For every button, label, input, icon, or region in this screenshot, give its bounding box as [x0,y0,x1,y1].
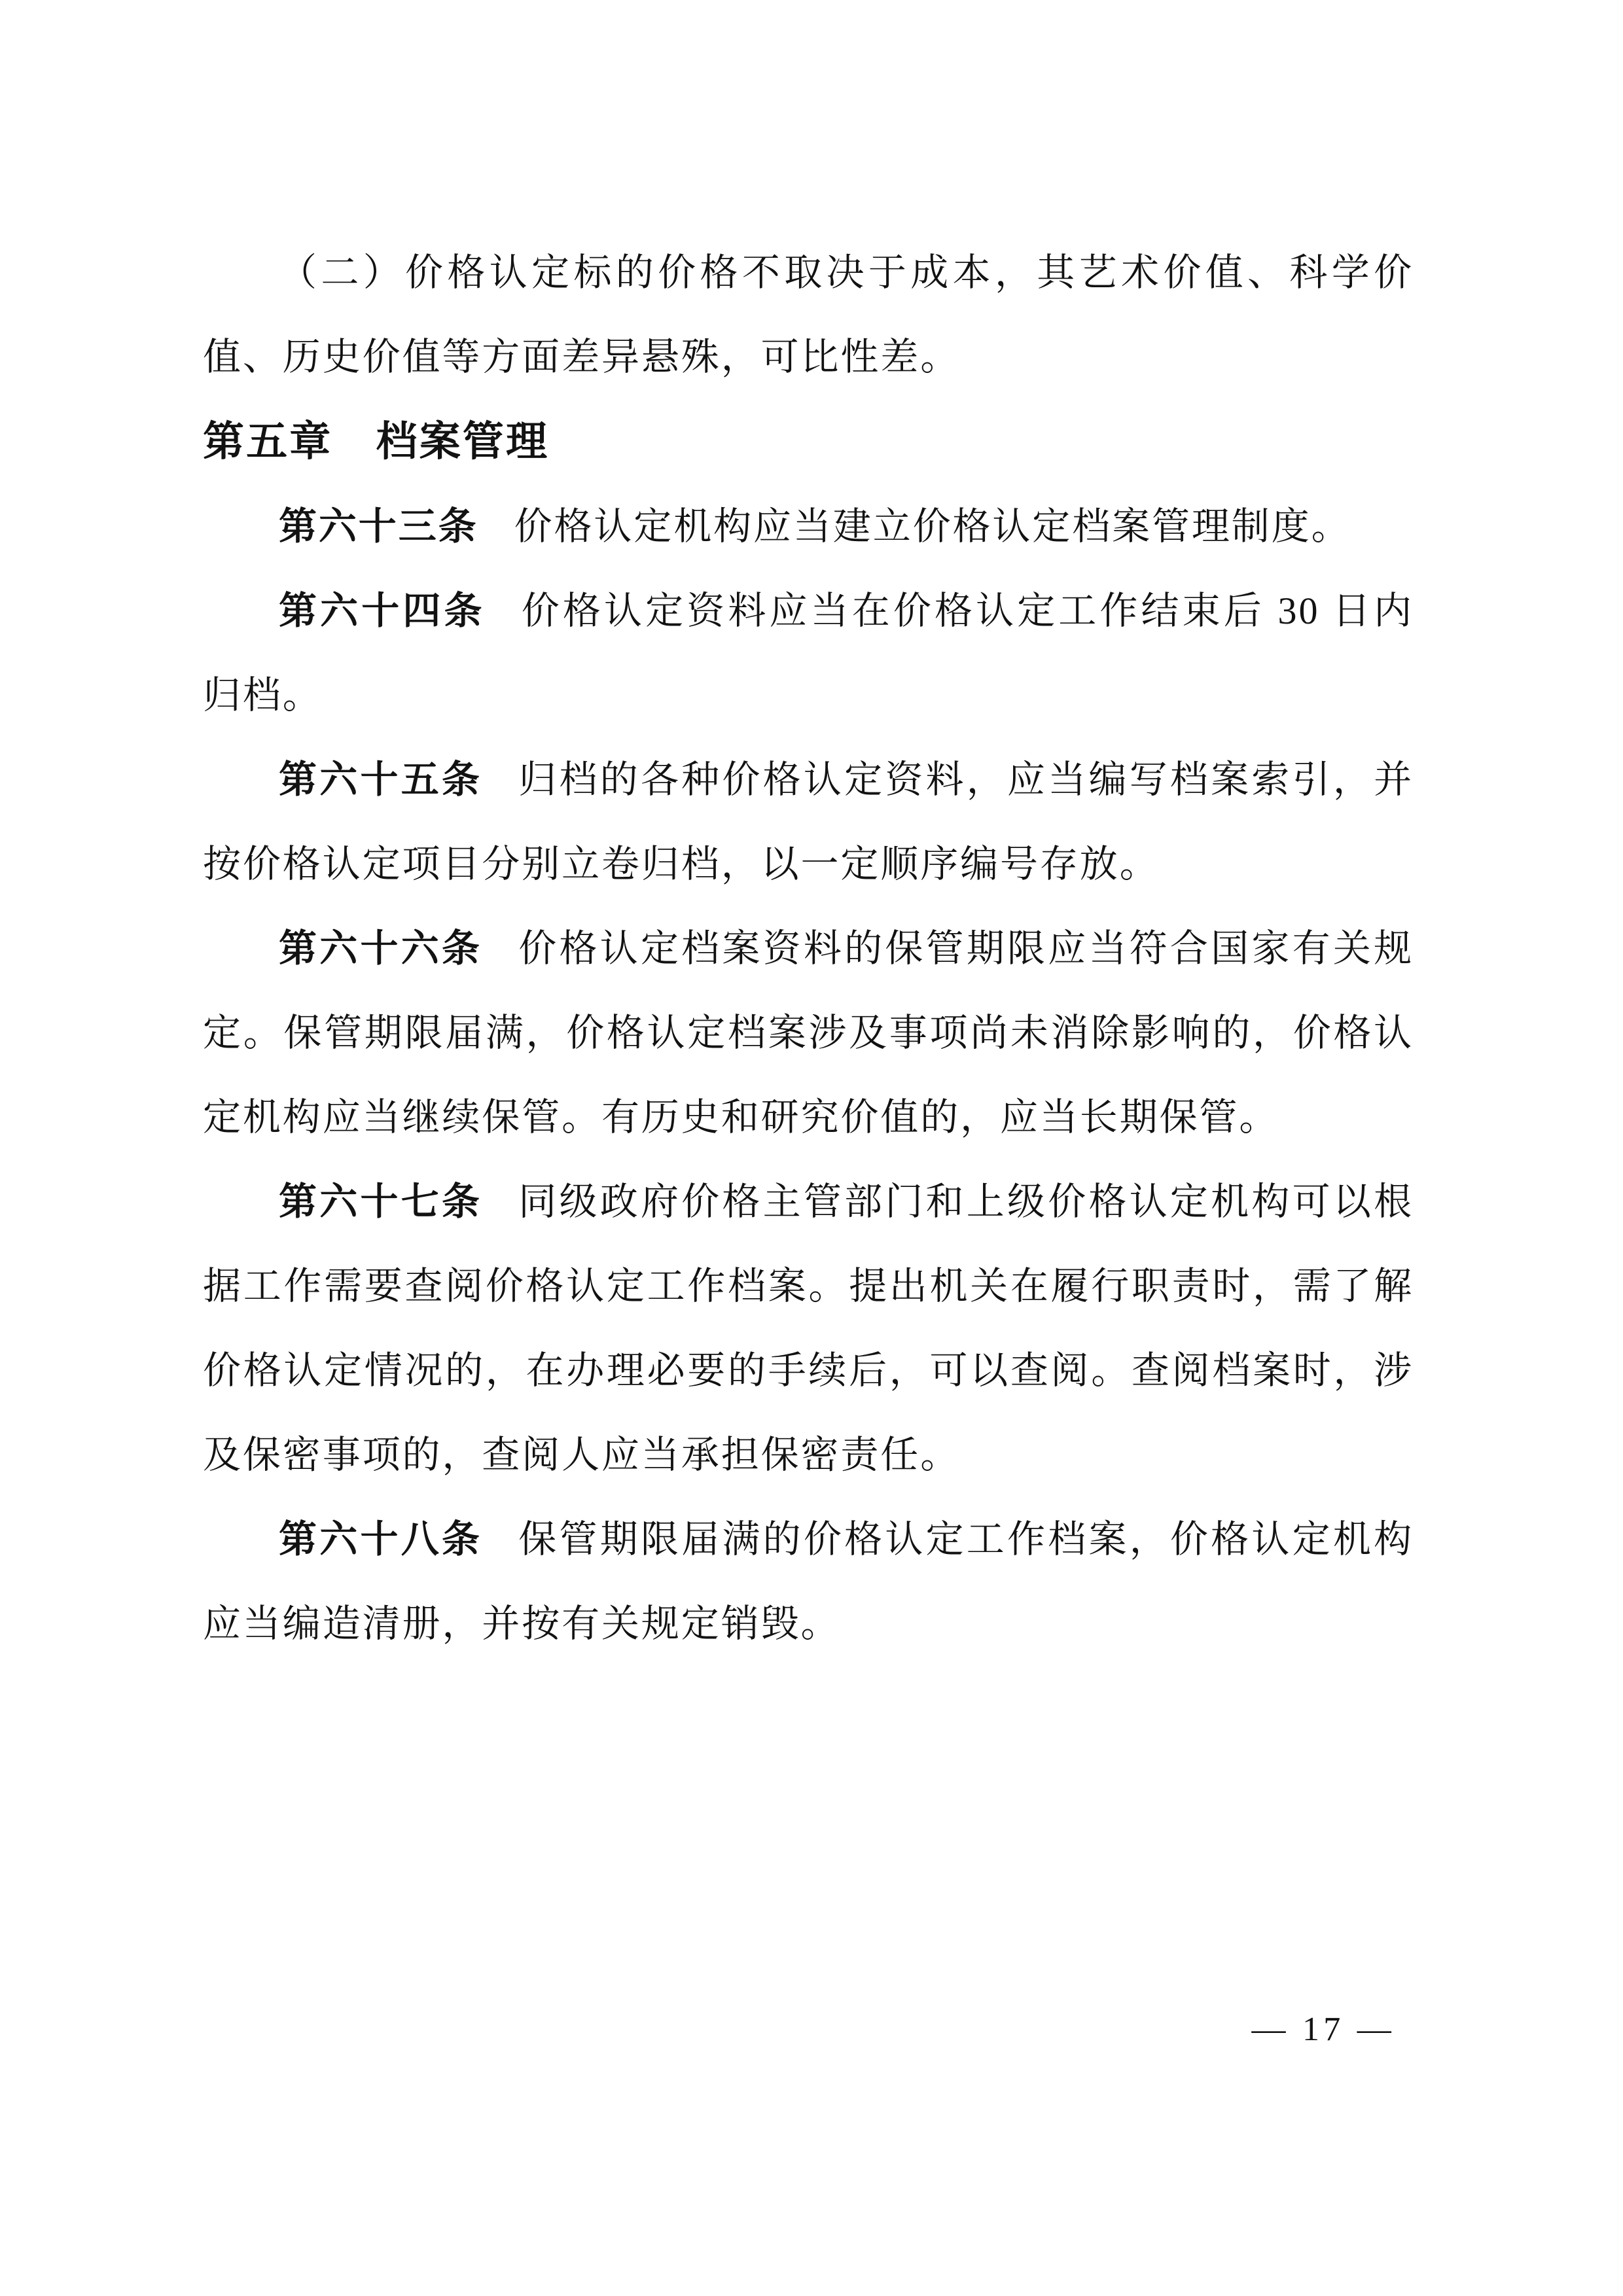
article-67-label: 第六十七条 [279,1180,483,1223]
article-64-text: 价格认定资料应当在价格认定工作结束后 30 日内归档。 [203,590,1414,716]
article-67 [203,1159,1414,1497]
article-68 [203,1497,1414,1666]
article-67-text: 同级政府价格主管部门和上级价格认定机构可以根据工作需要查阅价格认定工作档案。提出机关在履行职责时，需了解价格认定情况的，在办理必要的手续后，可以查阅。查阅档案时，涉及保密事项的，查阅人应当承担保密责任。 [203,1180,1414,1476]
page-number: — 17 — [1251,2011,1395,2048]
article-64-label: 第六十四条 [279,590,486,632]
article-68-text: 保管期限届满的价格认定工作档案，价格认定机构应当编造清册，并按有关规定销毁。 [203,1518,1414,1645]
article-63 [203,484,1414,569]
article-65 [203,737,1414,906]
article-63-label: 第六十三条 [279,505,478,548]
chapter-heading: 第五章 档案管理 [203,419,550,465]
article-66 [203,906,1414,1159]
article-64 [203,569,1414,737]
article-66-label: 第六十六条 [279,927,483,970]
article-66-text: 价格认定档案资料的保管期限应当符合国家有关规定。保管期限届满，价格认定档案涉及事项尚未消除影响的，价格认定机构应当继续保管。有历史和研究价值的，应当长期保管。 [203,927,1414,1139]
article-65-label: 第六十五条 [279,758,483,801]
article-65-text: 归档的各种价格认定资料，应当编写档案索引，并按价格认定项目分别立卷归档，以一定顺序编号存放。 [203,758,1414,885]
intro-paragraph: （二）价格认定标的价格不取决于成本，其艺术价值、科学价值、历史价值等方面差异悬殊，可比性差。 [203,251,1414,378]
article-68-label: 第六十八条 [279,1518,483,1561]
article-63-text: 价格认定机构应当建立价格认定档案管理制度。 [514,505,1351,548]
